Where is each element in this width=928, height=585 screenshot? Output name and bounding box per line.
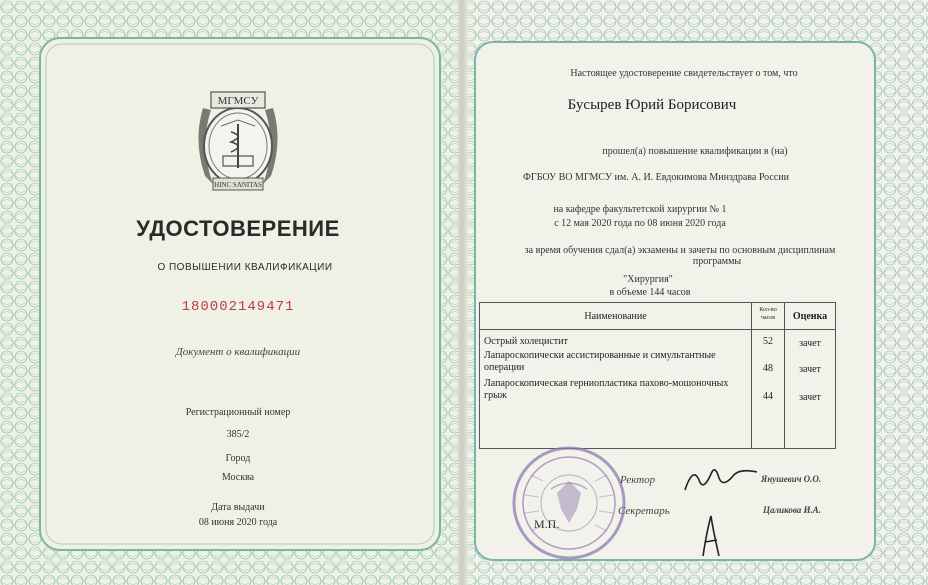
reg-number: 385/2 xyxy=(226,429,250,440)
seal-label: М.П. xyxy=(534,517,560,531)
row-1-hours: 52 xyxy=(763,336,773,347)
certificate-title: УДОСТОВЕРЕНИЕ xyxy=(136,216,340,241)
row-1-grade: зачет xyxy=(799,338,821,349)
rector-name: Янушевич О.О. xyxy=(761,474,822,484)
city: Москва xyxy=(221,472,255,483)
document-type: Документ о квалификации xyxy=(175,346,301,358)
secretary-name: Цаликова И.А. xyxy=(763,505,822,515)
emblem-banner-text: HINC SANITAS xyxy=(214,181,262,189)
center-fold xyxy=(458,0,468,585)
exams-line-2: программы xyxy=(692,256,742,267)
program-hours: в объеме 144 часов xyxy=(609,287,691,298)
city-label: Город xyxy=(225,453,251,464)
issue-date: 08 июня 2020 года xyxy=(198,517,278,528)
row-2-grade: зачет xyxy=(799,364,821,375)
department: на кафедре факультетской хирургии № 1 xyxy=(553,204,727,215)
rector-signature xyxy=(681,458,761,498)
row-2-hours: 48 xyxy=(763,363,773,374)
rector-label: Ректор xyxy=(620,474,656,486)
secretary-label: Секретарь xyxy=(618,505,670,517)
full-name: Бусырев Юрий Борисович xyxy=(567,97,737,113)
organization: ФГБОУ ВО МГМСУ им. А. И. Евдокимова Минздрава России xyxy=(523,172,789,183)
row-3-hours: 44 xyxy=(763,391,773,402)
row-2-name: Лапароскопически ассистированные и симультантные операции xyxy=(484,350,716,373)
header-hours: Кол-во часов xyxy=(759,307,777,321)
completed-text: прошел(а) повышение квалификации в (на) xyxy=(602,146,788,157)
university-emblem xyxy=(183,86,293,196)
reg-number-label: Регистрационный номер xyxy=(185,407,291,418)
serial-number: 180002149471 xyxy=(181,299,295,315)
disciplines-table xyxy=(479,302,836,449)
left-page xyxy=(0,0,463,585)
program-name: "Хирургия" xyxy=(623,274,673,285)
certificate-subtitle: О ПОВЫШЕНИИ КВАЛИФИКАЦИИ xyxy=(157,262,333,273)
row-3-name: Лапароскопическая герниопластика пахово-мошоночных грыж xyxy=(484,378,729,401)
header-name: Наименование xyxy=(584,311,647,322)
intro-text: Настоящее удостоверение свидетельствует о том, что xyxy=(570,68,798,79)
row-3-grade: зачет xyxy=(799,392,821,403)
study-period: с 12 мая 2020 года по 08 июня 2020 года xyxy=(554,218,726,229)
issue-date-label: Дата выдачи xyxy=(211,502,265,513)
emblem-top-text: МГМСУ xyxy=(217,95,259,107)
official-seal xyxy=(511,445,627,561)
secretary-signature xyxy=(697,510,727,560)
exams-line-1: за время обучения сдал(а) экзамены и зачеты по основным дисциплинам xyxy=(524,245,836,256)
row-1-name: Острый холецистит xyxy=(484,336,568,347)
header-grade: Оценка xyxy=(792,311,828,322)
